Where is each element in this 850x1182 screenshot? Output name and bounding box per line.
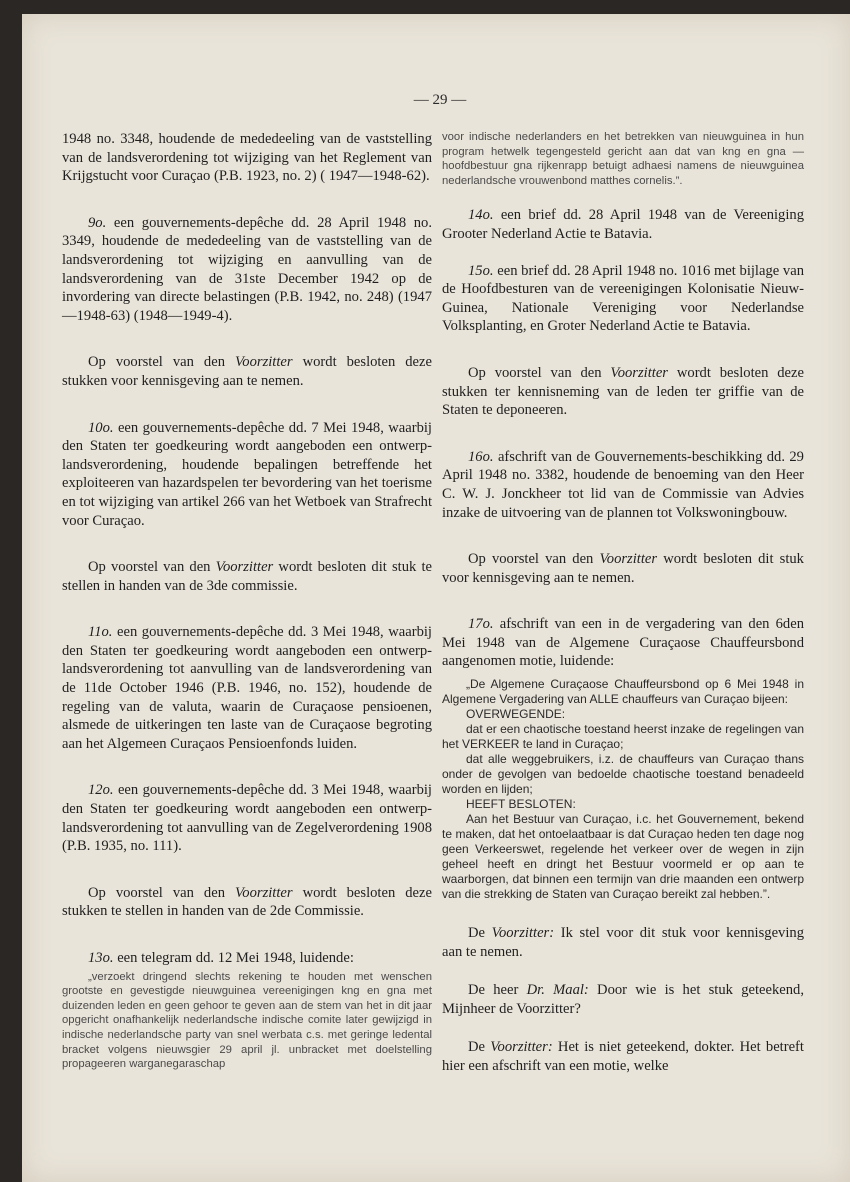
quote-heading: HEEFT BESLOTEN: (466, 797, 576, 812)
item-number: 13o. (88, 950, 114, 966)
text: De (468, 925, 486, 942)
text: Op voorstel van den (88, 559, 211, 576)
italic-text: Voorzitter (235, 884, 293, 901)
item-text: een gouvernements-depêche dd. 7 Mei 1948, waarbij den Staten ter goedkeuring wordt aangeboden een ontwerp-landsverordening, houdende bepalingen betreffende het exploiteeren van hazardspelen ter bevordering van het toerisme en tot wijziging van artikel 266 van het Wetboek van Strafrecht voor Curaçao. (62, 419, 432, 529)
left-column (62, 130, 432, 1072)
paragraph-item-10 (62, 419, 432, 531)
text: De (468, 1039, 486, 1056)
quote-line: Aan het Bestuur van Curaçao, i.c. het Gouvernement, bekend te maken, dat het ontoelaatbaar is dat Curaçao heden ten dage nog geen Verkeerswet, regelende het verkeer over de wegen in zijn geheel heeft en dringt het Bestuur voormeld er op aan te waarborgen, dat binnen een termijn van drie maanden een ontwerp van die strekking de Staten van Curaçao bereikt zal hebben.”. (442, 812, 804, 902)
paragraph-item-15 (442, 262, 804, 336)
item-number: 12o. (88, 782, 114, 799)
text: Op voorstel van den (88, 354, 225, 371)
item-number: 17o. (468, 616, 494, 633)
paragraph-item-9 (62, 214, 432, 326)
decision-paragraph (442, 364, 804, 420)
text: wordt besloten deze stukken voor kennisgeving aan te nemen. (62, 354, 432, 389)
quote-line: dat er een chaotische toestand heerst inzake de regelingen van het VERKEER te land in Curaçao; (442, 722, 804, 752)
quote-line: dat alle weggebruikers, i.z. de chauffeurs van Curaçao thans onder de gevolgen van bedoelde chaotische toestand benadeeld worden en lijden; (442, 752, 804, 797)
paragraph-item-11 (62, 623, 432, 753)
telegram-continuation: voor indische nederlanders en het betrekken van nieuwguinea in hun program hetwelk tegengesteld gericht aan dat van kng en gna — hoofdbestuur gna rijkenrapp betuigt adhaesi namens de nieuwguinea nederlandsche vrouwenbond matthes cornelis.”. (442, 131, 804, 187)
item-text: een gouvernements-depêche dd. 3 Mei 1948, waarbij den Staten ter goedkeuring wordt aangeboden een ontwerp-landsverordening tot aanvulling van de Zegelverordening 1908 (P.B. 1935, no. 111). (62, 782, 432, 855)
speaker-paragraph (442, 924, 804, 961)
item-number: 15o. (468, 262, 494, 279)
decision-paragraph (62, 884, 432, 921)
text: De heer (468, 982, 519, 999)
text: Op voorstel van den (88, 884, 225, 901)
text: wordt besloten dit stuk voor kennisgeving aan te nemen. (442, 551, 804, 586)
item-text: een gouvernements-depêche dd. 28 April 1948 no. 3349, houdende de mededeeling van de vaststelling van de landsverordening tot wijziging en aanvulling van de landsverordening van de 31ste December 1942 op de invordering van directe belastingen (P.B. 1942, no. 248) (1947—1948-63) (1948—1949-4). (62, 214, 432, 324)
speaker-name: Dr. Maal: (526, 982, 589, 999)
quote-line: „De Algemene Curaçaose Chauffeursbond op 6 Mei 1948 in Algemene Vergadering van ALLE chauffeurs van Curaçao bijeen: (442, 677, 804, 707)
telegram-text: „verzoekt dringend slechts rekening te houden met wenschen grootste en gevestigde nieuwguinea vereenigingen kng en gna met duizenden leden en geen gehoor te geven aan de stem van het in dit jaar opgericht onafhankelijk nederlandsche indische comite later gewijzigd in indische nederlandsche party van snel werbata c.s. met geringe ledental bracket volgens nieuwsgier 29 april jl. unbracket met doelstelling propageeren warganegaraschap (62, 970, 432, 1071)
page-number: — 29 — (413, 92, 467, 108)
text: Op voorstel van den (468, 364, 602, 381)
motie-quote (442, 677, 804, 902)
item-text: een brief dd. 28 April 1948 no. 1016 met bijlage van de Hoofdbesturen van de vereenigingen Kolonisatie Nieuw-Guinea, Nationale Vereniging voor Nederlandse Volksplanting, en Groter Nederland Actie te Batavia. (442, 262, 804, 335)
speaker-name: Voorzitter: (490, 1039, 553, 1056)
italic-text: Voorzitter (215, 559, 274, 576)
item-text: een brief dd. 28 April 1948 van de Vereeniging Grooter Nederland Actie te Batavia. (442, 207, 804, 242)
paragraph: 1948 no. 3348, houdende de mededeeling van de vaststelling van de landsverordening tot wijziging van het Reglement van Krijgstucht voor Curaçao (P.B. 1923, no. 2) ( 1947—1948-62). (62, 131, 432, 185)
text: Op voorstel van den (468, 551, 594, 568)
italic-text: Voorzitter (599, 551, 658, 568)
paragraph-item-12 (62, 781, 432, 855)
item-number: 16o. (468, 448, 494, 465)
item-number: 10o. (88, 419, 114, 436)
speaker-paragraph (442, 981, 804, 1018)
italic-text: Voorzitter (235, 354, 293, 371)
decision-paragraph (62, 558, 432, 595)
item-number: 14o. (468, 207, 494, 224)
item-text: afschrift van een in de vergadering van den 6den Mei 1948 van de Algemene Curaçaose Chauffeursbond aangenomen motie, luidende: (442, 616, 804, 670)
item-number: 11o. (88, 624, 113, 641)
text: Het is niet geteekend, dokter. Het betreft hier een afschrift van een motie, welke (442, 1039, 804, 1075)
item-text: een gouvernements-depêche dd. 3 Mei 1948, waarbij den Staten ter goedkeuring wordt aangeboden een ontwerp-landsverordening tot aanvulling van de landsverordening van de 11de October 1946 (P.B. 1946, no. 152), houdende de regeling van de valuta, waarin de Curaçaose pensioenen, alsmede de uitkeringen ten laste van de Curaçaose begroting aan het Algemeen Curaçaos Pensioenfonds luiden. (62, 624, 432, 752)
paragraph-item-17 (442, 615, 804, 671)
text: wordt besloten dit stuk te stellen in handen van de 3de commissie. (62, 559, 432, 594)
speaker-name: Voorzitter: (491, 925, 555, 942)
text: wordt besloten deze stukken te stellen in handen van de 2de Commissie. (62, 884, 432, 920)
quote-heading: OVERWEGENDE: (466, 707, 566, 722)
paragraph-item-16 (442, 448, 804, 522)
text: wordt besloten deze stukken ter kennisneming van de leden ter griffie van de Staten te deponeeren. (442, 364, 804, 419)
item-text: afschrift van de Gouvernements-beschikking dd. 29 April 1948 no. 3382, houdende de benoeming van den Heer C. W. J. Jonckheer tot lid van de Commissie van Advies inzake de uitvoering van de plannen tot Volkswoningbouw. (442, 448, 804, 521)
speaker-paragraph (442, 1038, 804, 1075)
decision-paragraph (62, 353, 432, 390)
item-text: een telegram dd. 12 Mei 1948, luidende: (117, 950, 354, 966)
item-number: 9o. (88, 214, 107, 231)
text: Ik stel voor dit stuk voor kennisgeving aan te nemen. (442, 925, 805, 960)
paragraph-item-14 (442, 206, 804, 243)
text: Door wie is het stuk geteekend, Mijnheer de Voorzitter? (442, 982, 804, 1017)
paragraph-item-13 (62, 949, 432, 968)
decision-paragraph (442, 550, 804, 587)
right-column (442, 130, 804, 1076)
italic-text: Voorzitter (610, 364, 668, 381)
